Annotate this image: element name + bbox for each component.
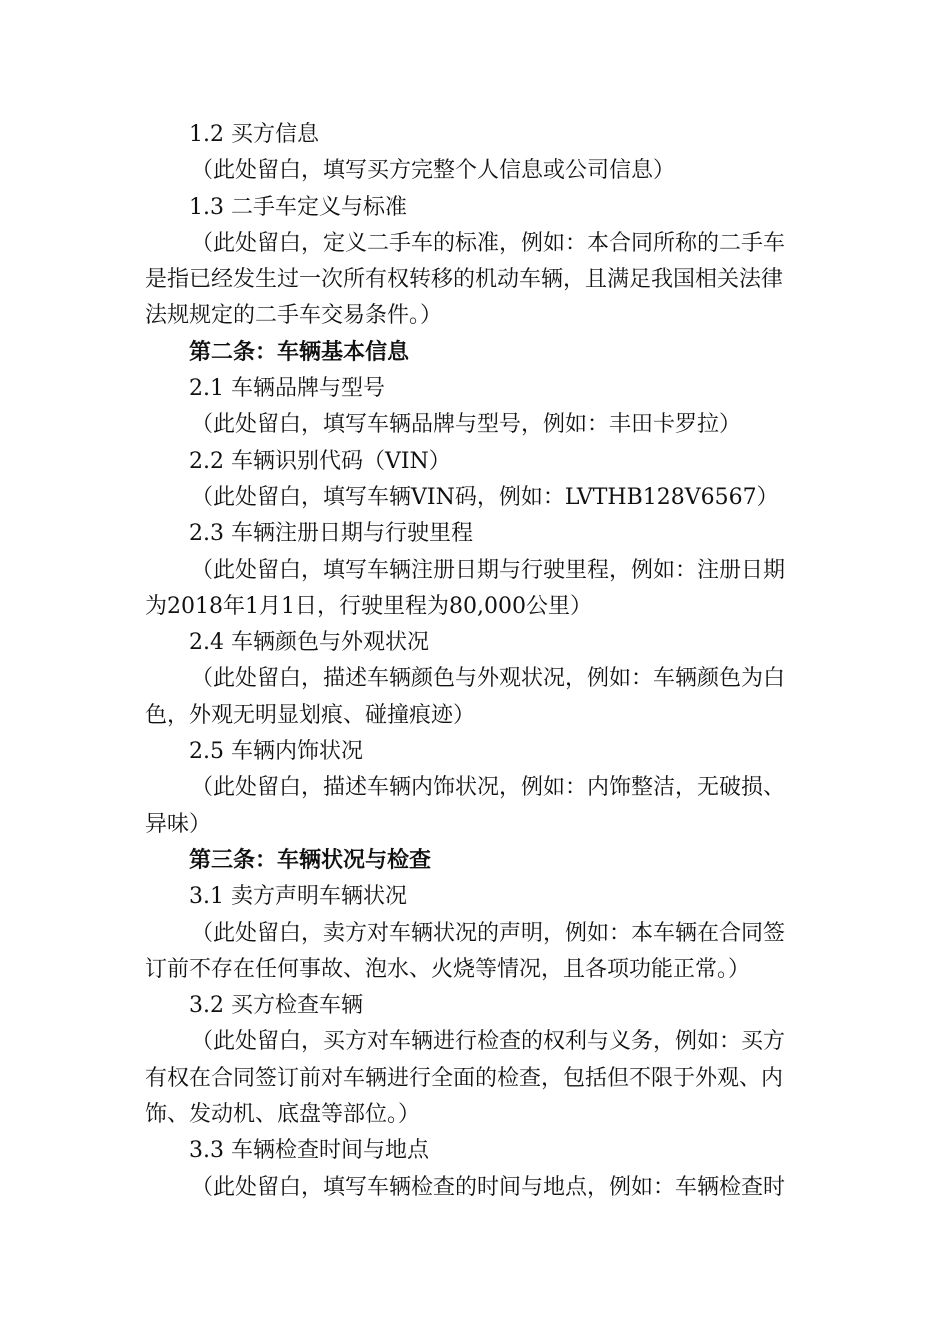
section-title-2-2: 2.2 车辆识别代码（VIN） [189,448,451,474]
section-title-3-1: 3.1 卖方声明车辆状况 [189,884,407,910]
contract-page [145,117,809,1206]
text-line: （此处留白，定义二手车的标准，例如：本合同所称的二手车 [191,230,786,256]
text-line: 有权在合同签订前对车辆进行全面的检查，包括但不限于外观、内 [145,1065,784,1091]
section-title-2-3: 2.3 车辆注册日期与行驶里程 [189,521,473,547]
section-title-1-3: 1.3 二手车定义与标准 [189,194,407,220]
section-note-2-5 [145,770,809,843]
text-line: 是指已经发生过一次所有权转移的机动车辆，且满足我国相关法律 [145,267,784,293]
section-note-2-1: （此处留白，填写车辆品牌与型号，例如：丰田卡罗拉） [191,412,742,438]
text-line: （此处留白，描述车辆内饰状况，例如：内饰整洁，无破损、 [191,775,786,801]
section-title-1-2: 1.2 买方信息 [189,122,319,147]
text-line: （此处留白，买方对车辆进行检查的权利与义务，例如：买方 [191,1029,786,1055]
text-line: 饰、发动机、底盘等部位。） [145,1102,421,1128]
section-note-2-4 [145,661,809,734]
section-note-2-2: （此处留白，填写车辆VIN码，例如：LVTHB128V6567） [191,484,779,510]
text-line: （此处留白，填写车辆注册日期与行驶里程，例如：注册日期 [191,557,786,583]
section-note-3-3 [145,1170,809,1206]
text-line: 色，外观无明显划痕、碰撞痕迹） [145,702,476,728]
section-note-3-2 [145,1024,809,1133]
text-line: （此处留白，卖方对车辆状况的声明，例如：本车辆在合同签 [191,920,786,946]
section-note-3-1 [145,916,809,989]
section-title-2-4: 2.4 车辆颜色与外观状况 [189,630,429,656]
text-line: 订前不存在任何事故、泡水、火烧等情况，且各项功能正常。） [145,956,751,982]
article-2-heading: 第二条：车辆基本信息 [189,339,410,365]
section-title-2-5: 2.5 车辆内饰状况 [189,739,363,765]
text-line: 法规规定的二手车交易条件。） [145,303,443,329]
section-note-2-3 [145,553,809,626]
section-note-1-3 [145,226,809,335]
text-line: （此处留白，描述车辆颜色与外观状况，例如：车辆颜色为白 [191,666,786,692]
section-title-3-2: 3.2 买方检查车辆 [189,993,363,1019]
section-note-1-2: （此处留白，填写买方完整个人信息或公司信息） [191,158,676,184]
text-line: 异味） [145,811,212,837]
text-line: （此处留白，填写车辆检查的时间与地点，例如：车辆检查时 [191,1174,786,1200]
text-line: 为2018年1月1日，行驶里程为80,000公里） [145,593,592,619]
section-title-3-3: 3.3 车辆检查时间与地点 [189,1138,429,1164]
section-title-2-1: 2.1 车辆品牌与型号 [189,376,385,402]
article-3-heading: 第三条：车辆状况与检查 [189,847,432,873]
